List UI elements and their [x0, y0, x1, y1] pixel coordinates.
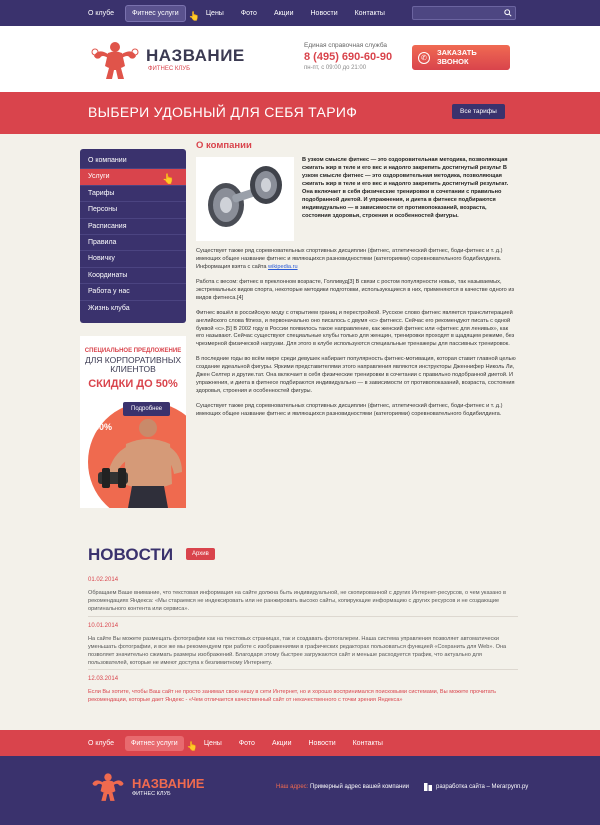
nav-item-contacts[interactable]: Контакты	[354, 9, 385, 17]
nav-item-about[interactable]: О клубе	[88, 739, 115, 747]
logo-subtitle: ФИТНЕС КЛУБ	[148, 66, 191, 72]
paragraph: Работа с весом: фитнес в преклонном возрасте, Голливуд[3] В связи с ростом популярности новых, так называемых, экстремальных видов спорта, некоторые методики подготовки, использующиеся в них, применяются в качестве одного из видов фитнеса.[4]	[196, 278, 515, 301]
sidebar-menu	[80, 149, 186, 323]
top-nav-items	[82, 0, 396, 26]
nav-item-services-label: Фитнес услуги	[132, 9, 179, 17]
promo-special-label: СПЕЦИАЛЬНОЕ ПРЕДЛОЖЕНИЕ	[84, 348, 182, 354]
mouse-cursor-icon: 👆	[162, 174, 175, 186]
intro-text: В узком смысле фитнес — это оздоровительная методика, позволяющая сжигать жир в теле и его вес и надолго закрепить достигнутый результ В узком смысле фитнес — это оздоровительная методика, позволяющая сжигать жир в теле и его вес и надолго закрепить достигнутый результат. Она включает в себя физические тренировки в сочетании с правильно подобранной диетой. И упражнения, и диета в фитнесе подбираются индивидуально — в зависимости от противопоказаний, возраста, состояния здоровья, строения и особенностей фигуры.	[302, 157, 509, 219]
promo-discount: СКИДКИ ДО 50%	[88, 377, 178, 390]
sidebar-item-services-label: Услуги	[88, 173, 110, 181]
nav-item-about[interactable]: О клубе	[88, 9, 115, 17]
nav-item-photo[interactable]: Фото	[240, 9, 257, 17]
news-item	[88, 623, 518, 667]
nav-item-contacts[interactable]: Контакты	[352, 739, 383, 747]
news-text[interactable]: Если Вы хотите, чтобы Ваш сайт не просто занимал свою нишу в сети Интернет, но и хорошо воспринимался поисковыми системами, Вы можете прочитать рекомендации, которые дает Яндекс - «Чем отличается качественный сайт от некачественного с точки зрения Яндекса»	[88, 689, 497, 704]
bottom-nav	[0, 730, 600, 756]
sidebar-item-newcomer[interactable]: Новичку	[80, 251, 186, 267]
sidebar-item-club-life[interactable]: Жизнь клуба	[88, 304, 130, 312]
site-header	[0, 26, 600, 92]
footer-logo[interactable]	[88, 770, 204, 802]
news-divider	[88, 616, 518, 617]
nav-item-prices[interactable]: Цены	[203, 739, 222, 747]
sidebar-item-schedules[interactable]: Расписания	[80, 219, 186, 235]
phone-icon: ✆	[418, 52, 430, 64]
mouse-cursor-icon: 👆	[188, 10, 200, 21]
logo-title: НАЗВАНИЕ	[146, 46, 245, 65]
news-item	[88, 676, 518, 704]
bottom-nav-items	[82, 730, 394, 756]
nav-item-news[interactable]: Новости	[310, 9, 338, 17]
nav-item-prices[interactable]: Цены	[205, 9, 224, 17]
paragraph	[196, 248, 516, 272]
nav-item-photo[interactable]: Фото	[238, 739, 255, 747]
search-icon[interactable]	[504, 9, 512, 17]
phone-number[interactable]: 8 (495) 690-60-90	[304, 51, 393, 63]
address-text: Примерный адрес вашей компании	[310, 784, 410, 790]
nav-item-services-label: Фитнес услуги	[131, 739, 178, 747]
archive-button[interactable]: Архив	[186, 548, 215, 560]
developer-text: разработка сайта – Мегагрупп.ру	[436, 784, 529, 790]
search-input[interactable]	[412, 6, 516, 20]
page-title: О компании	[196, 140, 252, 151]
banner-title: ВЫБЕРИ УДОБНЫЙ ДЛЯ СЕБЯ ТАРИФ	[88, 104, 358, 120]
paragraph-1-text: Существует также ряд соревновательных спортивных дисциплин (фитнес, атлетический фитнес, боди-фитнес и т. д.) имеющих общее название фитнес и являющихся разновидностями (категориями) соревновательного бодибилдинга. Информация взята с сайта	[196, 248, 503, 270]
news-date[interactable]: 12.03.2014	[88, 676, 119, 682]
promo-banner[interactable]	[80, 336, 186, 508]
site-logo[interactable]	[88, 38, 245, 80]
promo-more-button[interactable]: Подробнее	[123, 402, 170, 416]
bodybuilder-logo-icon	[88, 38, 142, 80]
bodybuilder-logo-icon	[88, 770, 128, 802]
sidebar-item-coordinates[interactable]: Координаты	[80, 268, 186, 284]
sidebar-item-persons[interactable]: Персоны	[80, 202, 186, 218]
news-item	[88, 577, 518, 613]
working-hours: пн-пт, с 09:00 до 21:00	[304, 65, 367, 71]
developer-credit[interactable]	[424, 783, 528, 791]
paragraph: В последние годы во всём мире среди девушек набирает популярность фитнес-мотивация, которая ставит главной целью создание идеальной фигуры. Яркими представителями этого направления являются инструкторы Дженнифер Николь Ли, Джен Селтер и другие.тат. Она включает в себя физические тренировки в сочетании с правильно подобранной диетой. И упражнения, и диета в фитнесе подбираются индивидуально — в зависимости от противопоказаний, возраста, состояния здоровья, строения и особенностей фигуры.	[196, 356, 516, 395]
footer-logo-subtitle: ФИТНЕС КЛУБ	[132, 790, 171, 797]
address-label: Наш адрес:	[276, 784, 309, 790]
news-date[interactable]: 01.02.2014	[88, 577, 119, 583]
news-date[interactable]: 10.01.2014	[88, 623, 119, 629]
developer-logo-icon	[424, 783, 432, 791]
nav-item-services[interactable]	[125, 736, 184, 751]
sidebar-item-services[interactable]	[80, 169, 186, 185]
sidebar-item-rules[interactable]: Правила	[80, 235, 186, 251]
nav-item-news[interactable]: Новости	[308, 739, 336, 747]
all-tariffs-button[interactable]: Все тарифы	[452, 104, 505, 119]
main-content	[196, 140, 516, 419]
footer-logo-title: НАЗВАНИЕ	[132, 775, 205, 791]
wikipedia-link[interactable]: wikipedia.ru	[268, 263, 298, 270]
news-text: Обращаем Ваше внимание, что текстовая информация на сайте должна быть индивидуальной, не скопированной с других Интернет-ресурсов, о чем указано в рекомендациях Яндекса: «Мы стараемся не индексировать или не ранжировать высоко сайты, копирующие информацию с других ресурсов и не создающие оригинального контента или сервиса».	[88, 590, 506, 613]
help-service	[304, 42, 392, 71]
footer-address	[276, 783, 409, 791]
sidebar-item-careers[interactable]: Работа у нас	[80, 284, 186, 300]
dumbbell-image	[196, 157, 294, 241]
tariff-banner	[0, 92, 600, 134]
promo-percent: 50%	[94, 422, 113, 432]
site-footer	[0, 756, 600, 825]
paragraph: Существует также ряд соревновательных спортивных дисциплин (фитнес, атлетический фитнес, боди-фитнес и т. д.) имеющих общее название фитнес и являющихся разновидностями (категориями) соревновательного бодибилдинга.	[196, 403, 503, 417]
nav-item-promotions[interactable]: Акции	[273, 9, 294, 17]
sidebar-item-tariffs[interactable]: Тарифы	[80, 186, 186, 202]
nav-item-services[interactable]	[125, 5, 186, 22]
paragraph: Фитнес вошёл в российскую моду с открытием границ и перестройкой. Русское слово фитнес является транслитерацией английского слова fitness, и первоначально оно писалось с двумя «с» фитнесс. Сейчас его рекомендуют писать с одной буквой «с».[5] В 2002 году в России появилось такое направление, как женский фитнес или «фитнес для ленивых», как его называют. Сейчас существуют специальные клубы только для женщин, тренировки проходят в щадящем режиме, без чрезмерной физической нагрузки. Для этого в клубе используются специальные тренажеры для пассивных тренировок.	[196, 309, 515, 348]
sidebar-item-about-company[interactable]: О компании	[80, 153, 186, 169]
intro-block	[196, 157, 516, 241]
order-call-label: ЗАКАЗАТЬ ЗВОНОК	[436, 48, 477, 66]
mouse-cursor-icon: 👆	[186, 740, 198, 751]
nav-item-promotions[interactable]: Акции	[271, 739, 292, 747]
news-title: НОВОСТИ	[88, 545, 174, 564]
news-text: На сайте Вы можете размещать фотографии как на текстовых страницах, так и создавать фотогалереи. Наша система управления позволяет автоматически уменьшать фотографии, и все же мы рекомендуем при работе с изображениями в графических редакторах пользоваться функцией «Сохранить для Web». Она позволяет значительно сжимать размеры изображений. Благодаря этому быстрее загружаются сайт и меньше расходуется трафик, что актуально для пользователей, которые не имеют доступа к безлимитному Интернету.	[88, 636, 507, 667]
help-label: Единая справочная служба	[304, 42, 388, 49]
athlete-image	[98, 414, 184, 508]
order-call-button[interactable]	[412, 45, 510, 70]
news-divider	[88, 669, 518, 670]
top-nav	[0, 0, 600, 26]
promo-audience: ДЛЯ КОРПОРАТИВНЫХ КЛИЕНТОВ	[84, 355, 182, 375]
